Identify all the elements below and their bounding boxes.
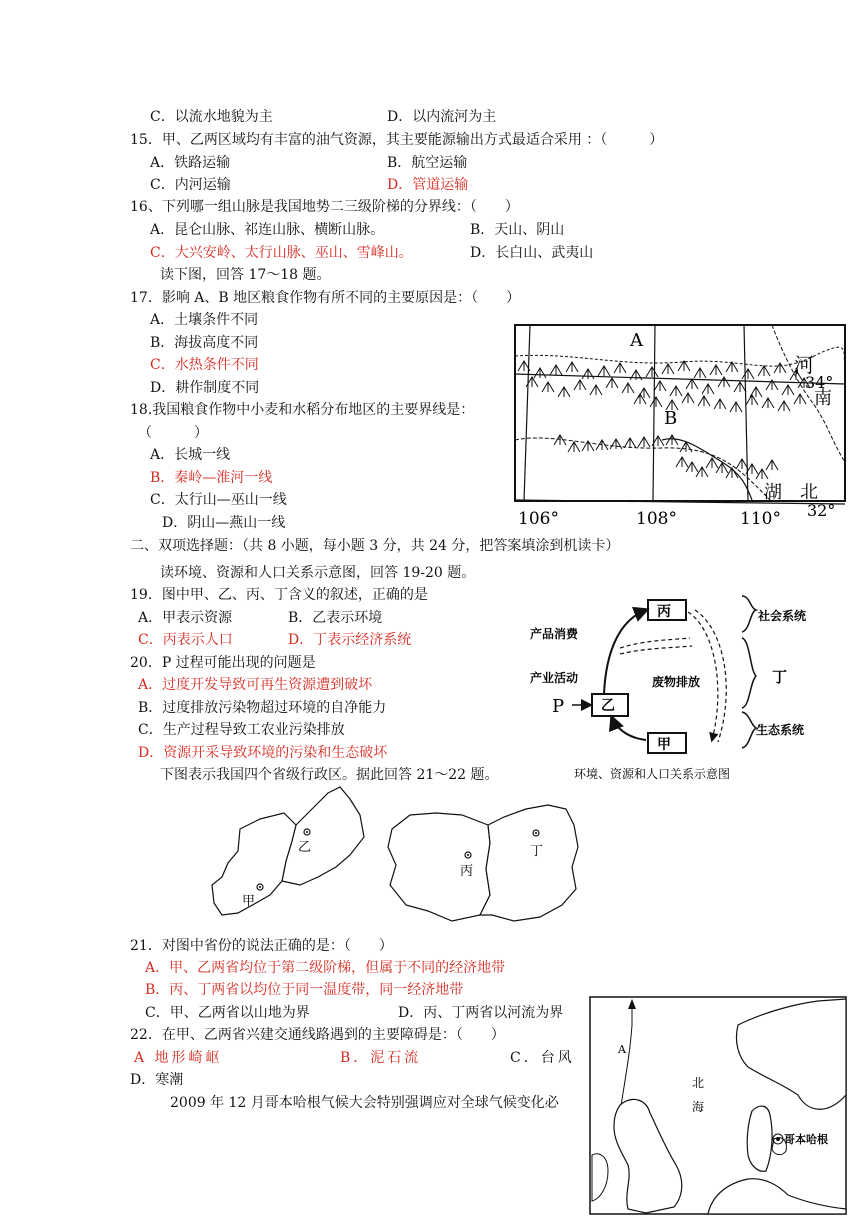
province-ding bbox=[480, 805, 578, 921]
q19-option-b: B．乙表示环境 bbox=[288, 610, 383, 626]
q17-option-c-answer: C．水热条件不同 bbox=[150, 357, 259, 373]
lon-108-label: 108° bbox=[636, 509, 677, 528]
q22-stem: 22．在甲、乙两省兴建交通线路遇到的主要障碍是：（ ） bbox=[130, 1027, 505, 1043]
q22-option-a-answer: A 地形崎岖 bbox=[134, 1050, 223, 1066]
q18-option-d: D．阴山—燕山一线 bbox=[162, 515, 286, 531]
q16-option-a: A．昆仑山脉、祁连山脉、横断山脉。 bbox=[150, 222, 385, 238]
q20-stem: 20．P 过程可能出现的问题是 bbox=[130, 655, 316, 671]
intro-21-22: 下图表示我国四个省级行政区。据此回答 21～22 题。 bbox=[160, 767, 499, 783]
q17-option-d: D．耕作制度不同 bbox=[150, 380, 260, 396]
q15-option-d-answer: D．管道运输 bbox=[387, 177, 469, 193]
label-product-consumption: 产品消费 bbox=[530, 627, 579, 641]
q14-option-d: D．以内流河为主 bbox=[387, 109, 497, 125]
q19-option-d-answer: D．丁表示经济系统 bbox=[288, 632, 412, 648]
q17-stem: 17．影响 A、B 地区粮食作物有所不同的主要原因是：（ ） bbox=[130, 290, 521, 306]
province-yi-label: 乙 bbox=[298, 840, 312, 855]
label-eco-system: 生态系统 bbox=[756, 723, 805, 737]
q18-option-b-answer: B．秦岭—淮河一线 bbox=[150, 470, 273, 486]
q21-stem: 21．对图中省份的说法正确的是：（ ） bbox=[130, 938, 393, 954]
denmark bbox=[747, 1106, 772, 1171]
label-copenhagen: 哥本哈根 bbox=[784, 1133, 828, 1146]
label-ding: 丁 bbox=[772, 668, 788, 686]
intro-19-20: 读环境、资源和人口关系示意图，回答 19-20 题。 bbox=[160, 565, 476, 581]
qinling-map bbox=[512, 322, 848, 528]
q17-option-b: B．海拔高度不同 bbox=[150, 335, 259, 351]
label-hubei: 湖 北 bbox=[764, 482, 818, 503]
q19-stem: 19．图中甲、乙、丙、丁含义的叙述，正确的是 bbox=[130, 587, 428, 603]
label-b: B bbox=[664, 408, 678, 429]
lon-110-label: 110° bbox=[740, 509, 781, 528]
q22-option-d: D．寒潮 bbox=[130, 1072, 184, 1088]
label-henan-nan: 南 bbox=[814, 388, 832, 409]
label-industry: 产业活动 bbox=[530, 671, 579, 685]
q20-option-a-answer: A．过度开发导致可再生资源遭到破坏 bbox=[138, 677, 373, 693]
q19-option-a: A．甲表示资源 bbox=[138, 610, 233, 626]
section-2-heading: 二、双项选择题：（共 8 小题，每小题 3 分，共 24 分，把答案填涂到机读卡） bbox=[130, 538, 620, 554]
q18-stem: 18.我国粮食作物中小麦和水稻分布地区的主要界线是： bbox=[130, 402, 475, 418]
bracket-eco bbox=[742, 712, 756, 748]
province-ding-label: 丁 bbox=[530, 844, 544, 859]
q21-option-c: C．甲、乙两省以山地为界 bbox=[145, 1005, 310, 1021]
province-yi bbox=[282, 787, 364, 885]
province-jia-label: 甲 bbox=[242, 894, 256, 909]
lon-106-label: 106° bbox=[518, 509, 559, 528]
label-p: P bbox=[552, 696, 565, 717]
q16-option-c-answer: C．大兴安岭、太行山脉、巫山、雪峰山。 bbox=[150, 245, 413, 261]
arrow-jia-to-yi bbox=[612, 718, 646, 740]
intro-17-18: 读下图，回答 17～18 题。 bbox=[160, 267, 331, 283]
label-social-system: 社会系统 bbox=[758, 609, 807, 623]
province-bing-label: 丙 bbox=[460, 864, 474, 879]
q20-option-c: C．生产过程导致工农业污染排放 bbox=[138, 722, 345, 738]
diagram-caption: 环境、资源和人口关系示意图 bbox=[574, 767, 731, 781]
label-sea: 海 bbox=[692, 1100, 705, 1114]
north-sea-map bbox=[588, 995, 850, 1216]
arrow-industry-dashed-2 bbox=[620, 646, 692, 654]
bracket-social bbox=[742, 596, 756, 632]
q18-option-c: C．太行山—巫山一线 bbox=[150, 492, 287, 508]
arrow-yi-to-bing bbox=[604, 610, 646, 694]
q21-option-d: D．丙、丁两省以河流为界 bbox=[398, 1005, 564, 1021]
q18-paren: （ ） bbox=[138, 425, 208, 441]
q16-option-d: D．长白山、武夷山 bbox=[470, 245, 594, 261]
label-north: 北 bbox=[692, 1076, 705, 1090]
provinces-map bbox=[200, 785, 600, 925]
label-a: A bbox=[618, 1043, 626, 1056]
q21-option-a-answer: A．甲、乙两省均位于第二级阶梯，但属于不同的经济地带 bbox=[145, 960, 506, 976]
box-jia-label: 甲 bbox=[657, 737, 671, 753]
label-henan-he: 河 bbox=[794, 353, 814, 377]
q16-option-b: B．天山、阴山 bbox=[470, 222, 565, 238]
copenhagen-intro: 2009 年 12 月哥本哈根气候大会特别强调应对全球气候变化必 bbox=[170, 1095, 559, 1111]
lat-34-label: 34° bbox=[805, 373, 834, 392]
q22-option-b-answer: B．泥石流 bbox=[340, 1050, 422, 1066]
q20-option-d-answer: D．资源开采导致环境的污染和生态破坏 bbox=[138, 745, 388, 761]
q17-option-a: A．土壤条件不同 bbox=[150, 312, 259, 328]
env-resource-diagram bbox=[520, 590, 830, 786]
box-bing-label: 丙 bbox=[657, 604, 671, 620]
province-bing bbox=[388, 813, 490, 921]
q22-option-c: C．台风 bbox=[510, 1050, 575, 1066]
lat-32-label: 32° bbox=[807, 501, 836, 520]
q15-option-a: A．铁路运输 bbox=[150, 155, 231, 171]
q14-option-c: C．以流水地貌为主 bbox=[150, 109, 273, 125]
label-waste-emission: 废物排放 bbox=[652, 675, 701, 689]
q15-stem: 15．甲、乙两区域均有丰富的油气资源，其主要能源输出方式最适合采用 ：（ ） bbox=[130, 132, 664, 148]
q15-option-c: C．内河运输 bbox=[150, 177, 231, 193]
q19-option-c-answer: C．丙表示人口 bbox=[138, 632, 233, 648]
map-frame bbox=[515, 325, 845, 501]
q20-option-b: B．过度排放污染物超过环境的自净能力 bbox=[138, 700, 387, 716]
q21-option-b-answer: B．丙、丁两省以均位于同一温度带，同一经济地带 bbox=[145, 982, 464, 998]
bracket-ding bbox=[742, 638, 756, 708]
q16-stem: 16、下列哪一组山脉是我国地势二三级阶梯的分界线：（ ） bbox=[130, 199, 519, 215]
q18-option-a: A．长城一线 bbox=[150, 447, 231, 463]
box-yi-label: 乙 bbox=[601, 698, 615, 714]
label-a: A bbox=[630, 330, 643, 351]
q15-option-b: B．航空运输 bbox=[387, 155, 468, 171]
